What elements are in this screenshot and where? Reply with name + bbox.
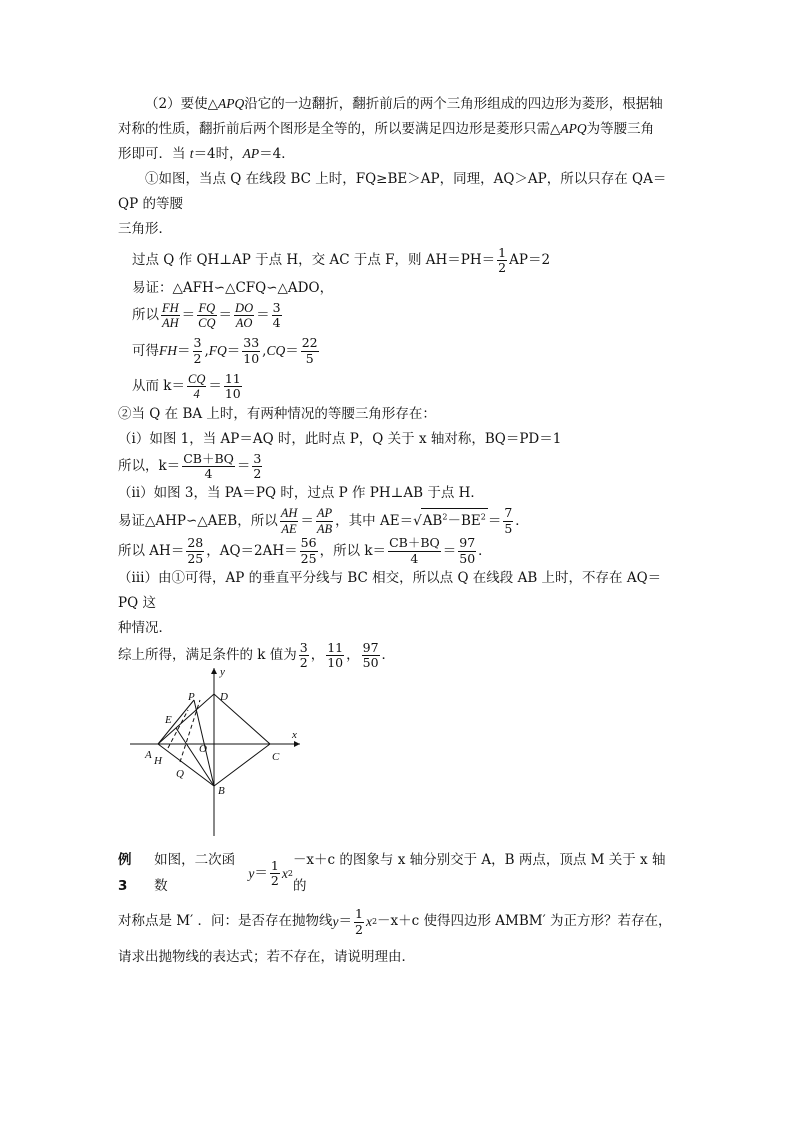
intro-line-1: （2）要使△APQ沿它的一边翻折，翻折前后的两个三角形组成的四边形为菱形，根据轴 — [145, 96, 663, 112]
case2-ii-1: （ⅱ）如图 3，当 PA＝PQ 时，过点 P 作 PH⊥AB 于点 H． — [118, 485, 484, 502]
label-C: C — [272, 751, 280, 763]
label-E: E — [165, 714, 172, 726]
example-3-line-2: 对称点是 M′ ．问：是否存在抛物线 y ＝ $\frac{1}{2}$ x 2 －x＋c 使得四边形 AMBM′ 为正方形？若存在， — [118, 906, 672, 937]
case1-step-4: 可得 FH ＝ $\frac{3}{2}$ , FQ ＝ $\frac{33}{10}$ , CQ ＝ $\frac{22}{5}$ — [132, 335, 318, 366]
label-D: D — [220, 691, 228, 703]
label-y: y — [220, 666, 225, 678]
example-3-line-1: 例 3 如图，二次函数 y ＝ $\frac{1}{2}$ x 2 －x＋c 的图象与 x 轴分别交于 A，B 两点，顶点 M 关于 x 轴的 — [118, 852, 666, 894]
case1-step-1: 过点 Q 作 QH⊥AP 于点 H，交 AC 于点 F，则 AH＝PH＝ $\frac{1}{2}$ AP＝2 — [132, 244, 551, 276]
case1-step-5: 从而 k＝ $\frac{CQ}{4}$ ＝ $\frac{11}{10}$ — [132, 371, 241, 402]
label-B: B — [218, 785, 225, 797]
example-3 — [118, 848, 678, 971]
case2-heading: ②当 Q 在 BA 上时，有两种情况的等腰三角形存在： — [118, 405, 436, 422]
label-x: x — [292, 729, 297, 741]
case1-step-2: 易证：△AFH∽△CFQ∽△ADO， — [132, 279, 334, 296]
case1-heading: ①如图，当点 Q 在线段 BC 上时，FQ≥BE＞AP，同理，AQ＞AP，所以只存在 QA＝QP 的等腰 — [118, 170, 667, 212]
label-A: A — [145, 749, 152, 761]
intro-line-2: 对称的性质，翻折前后两个图形是全等的，所以要满足四边形是菱形只需△APQ为等腰三角 — [118, 120, 655, 137]
label-O: O — [199, 743, 207, 755]
case2-ii-2: 易证△AHP∽△AEB，所以 $\frac{AH}{AE}$ ＝ $\frac{AP}{AB}$ ，其中 AE＝ √ $AB^2-BE^2$ ＝ $\frac{7}{5}$ ． — [118, 505, 529, 536]
case2-iii-1: （ⅲ）由①可得，AP 的垂直平分线与 BC 相交，所以点 Q 在线段 AB 上时，不存在 AQ＝PQ 这 — [118, 569, 662, 611]
case2-i-2: 所以，k＝ $\frac{CB+BQ}{4}$ ＝ $\frac{3}{2}$ — [118, 450, 262, 482]
example-3-line-3: 请求出抛物线的表达式；若不存在，请说明理由． — [118, 949, 415, 966]
case1-heading-2: 三角形． — [118, 220, 172, 237]
fraction: $\frac{1}{2}$ — [498, 244, 507, 276]
summary-line: 综上所得，满足条件的 k 值为 $\frac{3}{2}$ ， $\frac{11}{10}$ ， $\frac{97}{50}$ ． — [118, 639, 396, 671]
solution-text — [118, 92, 678, 671]
label-P: P — [188, 691, 195, 703]
label-Q: Q — [176, 768, 184, 780]
geometry-figure — [118, 664, 318, 840]
label-H: H — [154, 755, 162, 767]
case1-step-3: 所以 $\frac{FH}{AH}$ ＝ $\frac{FQ}{CQ}$ ＝ $\frac{DO}{AO}$ ＝ $\frac{3}{4}$ — [132, 299, 281, 330]
case2-iii-2: 种情况． — [118, 619, 172, 636]
case2-i-1: （i）如图 1，当 AP＝AQ 时，此时点 P，Q 关于 x 轴对称，BQ＝PD＝1 — [118, 430, 562, 447]
case2-ii-3: 所以 AH＝ $\frac{28}{25}$ ，AQ＝2AH＝ $\frac{56}{25}$ ，所以 k＝ $\frac{CB+BQ}{4}$ ＝ $\frac{97}{50}$ ． — [118, 535, 492, 566]
intro-line-3: 形即可．当 t＝4时，AP＝4． — [118, 145, 295, 162]
segment-AP — [158, 700, 194, 744]
